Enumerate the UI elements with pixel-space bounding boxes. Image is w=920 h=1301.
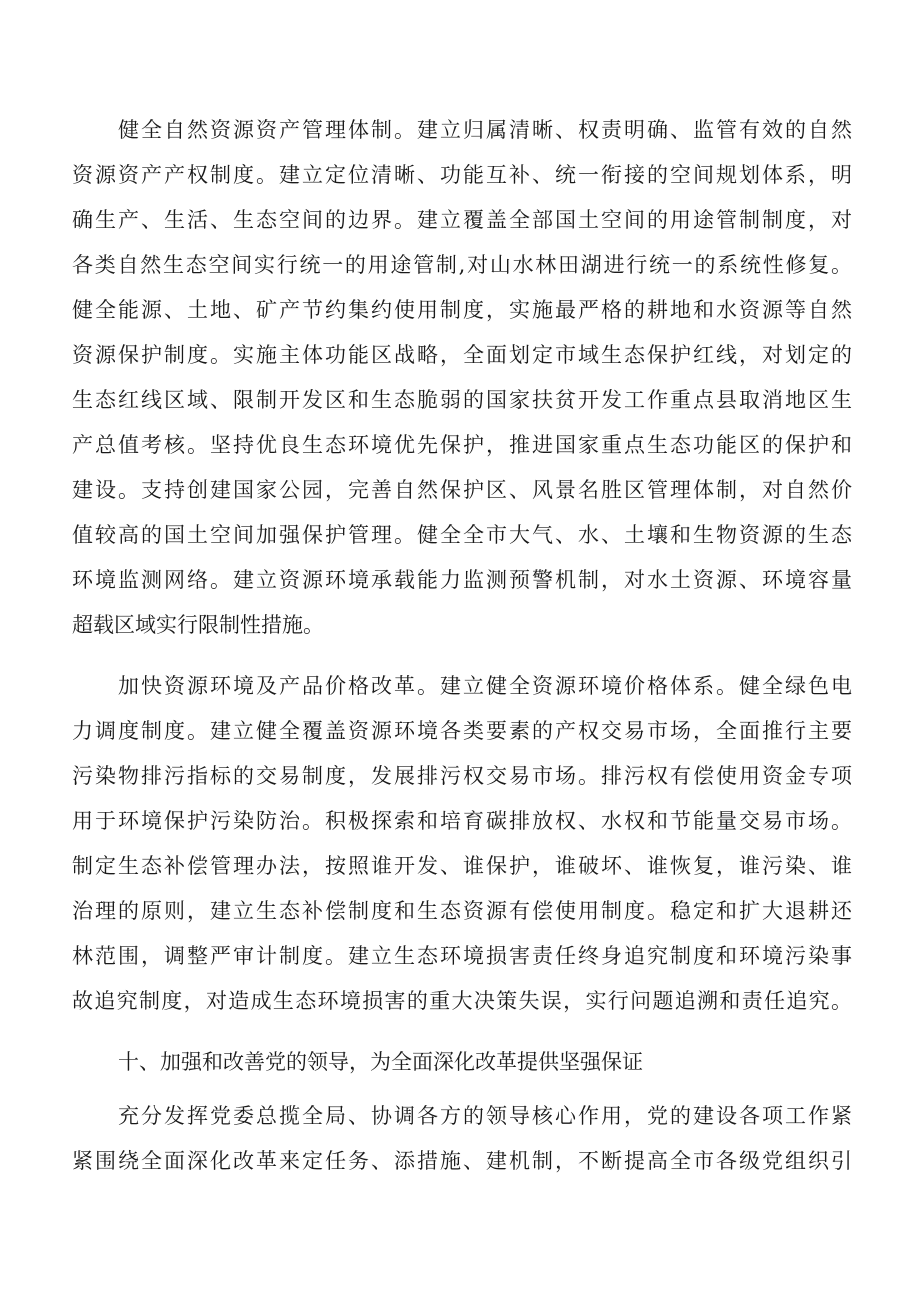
text-line: 林范围，调整严审计制度。建立生态环境损害责任终身追究制度和环境污染事: [72, 944, 852, 968]
paragraph-party-leadership: [72, 1094, 852, 1184]
text-line: 紧围绕全面深化改革来定任务、添措施、建机制，不断提高全市各级党组织引: [72, 1149, 852, 1173]
text-line: 生态红线区域、限制开发区和生态脆弱的国家扶贫开发工作重点县取消地区生: [72, 388, 852, 412]
text-line: 充分发挥党委总揽全局、协调各方的领导核心作用，党的建设各项工作紧: [118, 1104, 852, 1128]
text-line: 各类自然生态空间实行统一的用途管制,对山水林田湖进行统一的系统性修复。: [72, 253, 852, 277]
text-line: 制定生态补偿管理办法，按照谁开发、谁保护，谁破坏、谁恢复，谁污染、谁: [72, 854, 852, 878]
text-line: 污染物排污指标的交易制度，发展排污权交易市场。排污权有偿使用资金专项: [72, 764, 852, 788]
text-line: 值较高的国土空间加强保护管理。健全全市大气、水、土壤和生物资源的生态: [72, 523, 852, 547]
text-line: 故追究制度，对造成生态环境损害的重大决策失误，实行问题追溯和责任追究。: [72, 989, 852, 1013]
text-line: 超载区域实行限制性措施。: [72, 613, 324, 637]
text-line: 健全能源、土地、矿产节约集约使用制度，实施最严格的耕地和水资源等自然: [72, 298, 852, 322]
text-line: 健全自然资源资产管理体制。建立归属清晰、权责明确、监管有效的自然: [118, 118, 852, 142]
text-line: 建设。支持创建国家公园，完善自然保护区、风景名胜区管理体制，对自然价: [72, 478, 852, 502]
text-line: 治理的原则，建立生态补偿制度和生态资源有偿使用制度。稳定和扩大退耕还: [72, 899, 852, 923]
text-line: 资源资产产权制度。建立定位清晰、功能互补、统一衔接的空间规划体系，明: [72, 163, 852, 187]
text-line: 力调度制度。建立健全覆盖资源环境各类要素的产权交易市场，全面推行主要: [72, 719, 852, 743]
text-line: 确生产、生活、生态空间的边界。建立覆盖全部国土空间的用途管制制度，对: [72, 208, 852, 232]
heading-line: 十、加强和改善党的领导，为全面深化改革提供坚强保证: [118, 1050, 643, 1074]
paragraph-price-reform: [72, 664, 852, 1024]
text-line: 加快资源环境及产品价格改革。建立健全资源环境价格体系。健全绿色电: [118, 674, 852, 698]
text-line: 资源保护制度。实施主体功能区战略，全面划定市域生态保护红线，对划定的: [72, 343, 852, 367]
text-line: 产总值考核。坚持优良生态环境优先保护，推进国家重点生态功能区的保护和: [72, 433, 852, 457]
text-line: 环境监测网络。建立资源环境承载能力监测预警机制，对水土资源、环境容量: [72, 568, 852, 592]
section-heading: [72, 1040, 852, 1085]
text-line: 用于环境保护污染防治。积极探索和培育碳排放权、水权和节能量交易市场。: [72, 809, 852, 833]
paragraph-resource-management: [72, 108, 852, 648]
